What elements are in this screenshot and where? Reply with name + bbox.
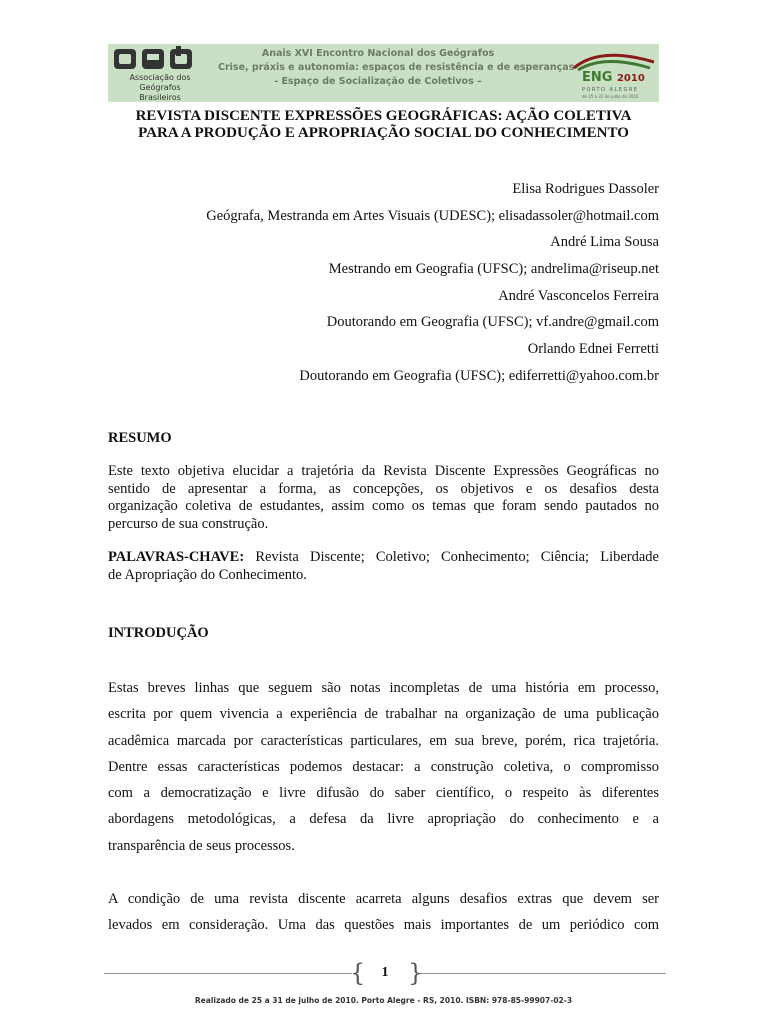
eng-city: PORTO ALEGRE xyxy=(582,87,639,93)
author-block xyxy=(108,181,659,395)
footer-rule-right xyxy=(418,973,666,974)
eng-dates: de 25 a 31 de julho de 2010 xyxy=(582,94,639,99)
banner-line-3: - Espaço de Socialização de Coletivos – xyxy=(274,76,482,87)
footer-text: Realizado de 25 a 31 de julho de 2010. Porto Alegre - RS, 2010. ISBN: 978-85-99907-02-3 xyxy=(194,996,573,1005)
left-brace-icon: { xyxy=(350,959,366,987)
intro-paragraph-1: Estas breves linhas que seguem são notas incompletas de uma história em processo, escrita por quem vivencia a experiência de trabalhar na organização de uma publicação acadêmica marcada por características particulares, em sua breve, porém, rica trajetória. Dentre essas características podemos destacar: a construção coletiva, o compromisso com a democratização e livre difusão do saber científico, o respeito às diferentes abordagens metodológicas, a defesa da livre apropriação do conhecimento e a transparência de seus processos. xyxy=(108,680,659,854)
author-name: Elisa Rodrigues Dassoler xyxy=(512,181,659,197)
banner-line-1: Anais XVI Encontro Nacional dos Geógrafos xyxy=(261,48,495,59)
eng-logo-text: ENG 2010 xyxy=(582,70,645,85)
right-brace-icon: } xyxy=(408,959,424,987)
resumo-paragraph: Este texto objetiva elucidar a trajetória da Revista Discente Expressões Geográficas no sentido de apresentar a forma, as concepções, os objetivos e os desafios desta organização coletiva de estudantes, assim como os temas que foram sendo pautados no percurso de sua construção. xyxy=(108,463,659,532)
header-banner xyxy=(108,44,659,102)
author-affiliation: Doutorando em Geografia (UFSC); vf.andre@gmail.com xyxy=(326,314,659,331)
agb-name: Associação dos Geógrafos Brasileiros xyxy=(129,73,191,102)
author-affiliation: Geógrafa, Mestranda em Artes Visuais (UDESC); elisadassoler@hotmail.com xyxy=(206,207,659,224)
author-affiliation: Doutorando em Geografia (UFSC); ediferretti@yahoo.com.br xyxy=(299,367,659,384)
keywords-label: PALAVRAS-CHAVE: xyxy=(108,549,245,565)
page-number: 1 xyxy=(381,965,389,980)
footer-rule-left xyxy=(104,973,352,974)
intro-heading: INTRODUÇÃO xyxy=(108,625,209,641)
resumo-heading: RESUMO xyxy=(108,430,172,446)
intro-paragraph-2: A condição de uma revista discente acarreta alguns desafios extras que devem ser levados em consideração. Uma das questões mais importantes de um periódico com xyxy=(108,891,659,934)
banner-text xyxy=(218,47,575,89)
author-name: André Lima Sousa xyxy=(550,234,659,251)
keywords-paragraph: PALAVRAS-CHAVE: Revista Discente; Coletivo; Conhecimento; Ciência; Liberdade de Apropriação do Conhecimento. xyxy=(108,549,659,583)
author-name: André Vasconcelos Ferreira xyxy=(498,287,659,304)
author-affiliation: Mestrando em Geografia (UFSC); andrelima@riseup.net xyxy=(328,261,659,278)
banner-line-2: Crise, práxis e autonomia: espaços de resistência e de esperanças xyxy=(218,62,575,73)
paper-title: REVISTA DISCENTE EXPRESSÕES GEOGRÁFICAS: AÇÃO COLETIVA PARA A PRODUÇÃO E APROPRIAÇÃO SOCIAL DO CONHECIMENTO xyxy=(135,108,632,141)
author-name: Orlando Ednei Ferretti xyxy=(527,341,659,358)
